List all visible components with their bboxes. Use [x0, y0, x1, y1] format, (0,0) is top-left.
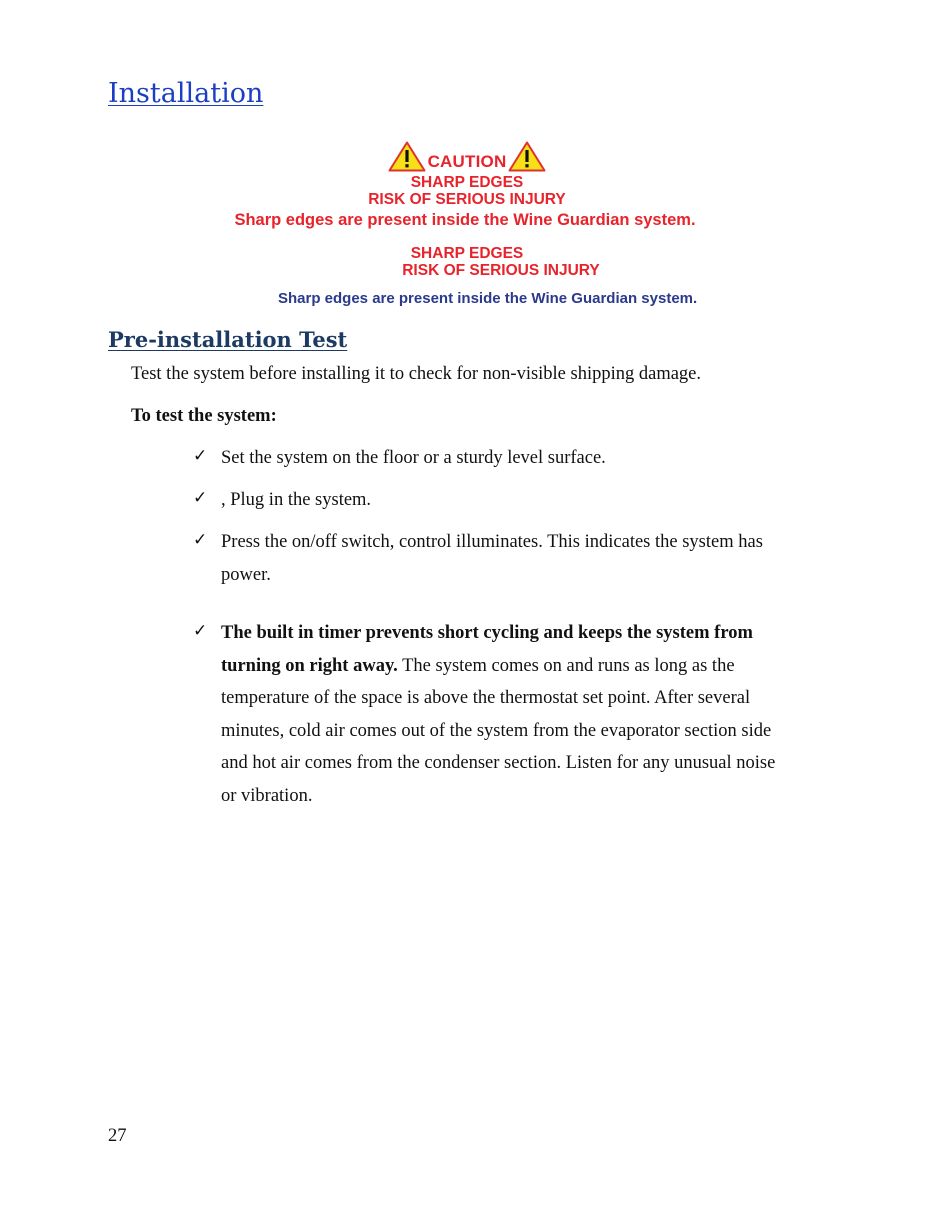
warning-text-line-1: SHARP EDGES — [410, 245, 524, 262]
checkmark-icon: ✓ — [193, 530, 208, 550]
steps-heading: To test the system: — [131, 406, 277, 426]
list-item: , Plug in the system. — [221, 490, 372, 510]
warning-text-line-3: Sharp edges are present inside the Wine Guardian system. — [278, 290, 698, 307]
warning-label-line-3: Sharp edges are present inside the Wine Guardian system. — [234, 211, 696, 229]
caution-label: CAUTION — [427, 152, 507, 171]
list-item-bold-lead: The built in timer prevents short cycling and keeps the system from turning on right away. — [221, 623, 753, 676]
warning-label-line-1: SHARP EDGES — [410, 174, 524, 191]
list-item — [221, 617, 781, 812]
checkmark-icon: ✓ — [193, 446, 208, 466]
warning-text-line-2: RISK OF SERIOUS INJURY — [402, 262, 600, 279]
checkmark-icon: ✓ — [193, 488, 208, 508]
warning-label-line-2: RISK OF SERIOUS INJURY — [368, 191, 566, 208]
warning-triangle-icon — [388, 141, 426, 172]
section-title[interactable]: Installation — [108, 78, 264, 109]
checkmark-icon: ✓ — [193, 621, 208, 641]
list-item: Press the on/off switch, control illuminates. This indicates the system has power. — [221, 532, 763, 585]
intro-paragraph: Test the system before installing it to check for non-visible shipping damage. — [131, 364, 702, 384]
caution-header — [0, 138, 934, 172]
page-number: 27 — [108, 1126, 127, 1146]
subsection-title[interactable]: Pre-installation Test — [108, 327, 348, 352]
list-item: Set the system on the floor or a sturdy level surface. — [221, 448, 606, 468]
warning-triangle-icon — [508, 141, 546, 172]
list-item-body: The system comes on and runs as long as the temperature of the space is above the thermostat set point. After several minutes, cold air comes out of the system from the evaporator section side and hot air comes from the condenser section. Listen for any unusual noise or vibration. — [221, 655, 776, 806]
